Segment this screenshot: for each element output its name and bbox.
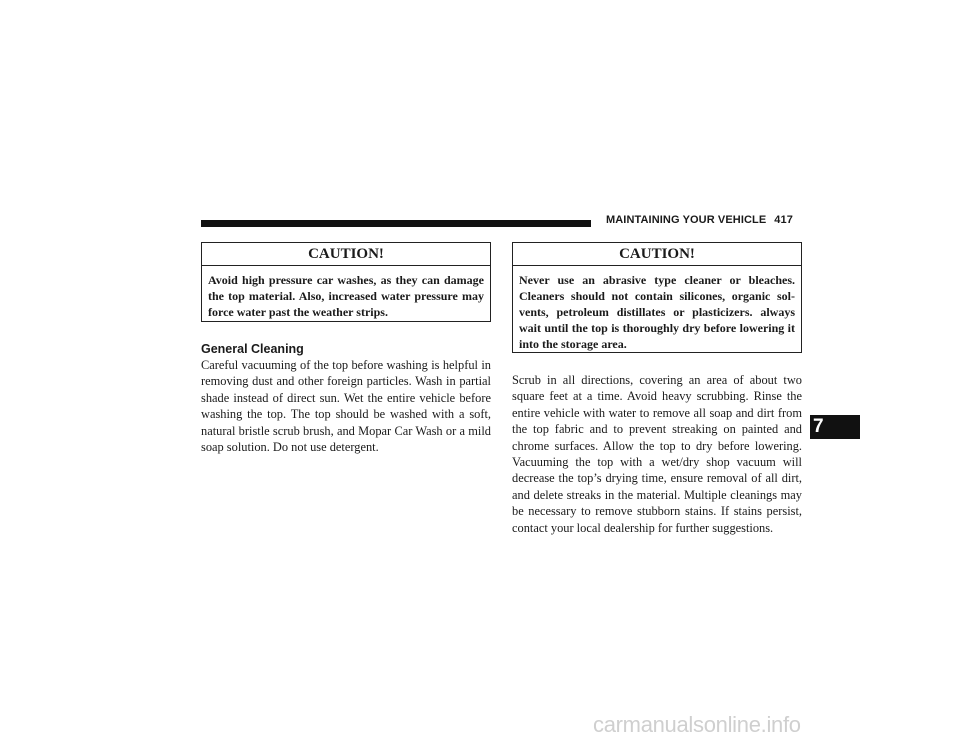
chapter-tab: 7 — [810, 415, 860, 439]
section-heading: General Cleaning — [201, 342, 304, 356]
header-rule — [201, 220, 591, 227]
watermark: carmanualsonline.info — [593, 712, 801, 737]
caution-title: CAUTION! — [513, 243, 801, 266]
caution-box-left — [201, 242, 491, 322]
running-header — [606, 214, 793, 226]
section-title: MAINTAINING YOUR VEHICLE — [606, 214, 767, 226]
scrub-paragraph: Scrub in all directions, covering an area of about two square feet at a time. Avoid heavy scrubbing. Rinse the entire vehicle with water to remove all soap and dirt from the top fabric and to prevent streaking on painted and chrome surfaces. Allow the top to dry before lowering. Vacuuming the top with a wet/dry shop vacuum will decrease the top’s drying time, ensure removal of all dirt, and delete streaks in the material. Multiple cleanings may be necessary to remove stubborn stains. If stains persist, contact your local dealership for further suggestions. — [512, 373, 802, 535]
general-cleaning-paragraph: Careful vacuuming of the top before washing is helpful in removing dust and other foreign particles. Wash in partial shade instead of direct sun. Wet the entire vehicle before washing the top. The top should be washed with a soft, natural bristle scrub brush, and Mopar Car Wash or a mild soap solution. Do not use detergent. — [201, 358, 491, 455]
caution-box-right — [512, 242, 802, 353]
caution-body: Never use an abrasive type cleaner or bleaches. Cleaners should not contain silicones, organic sol-vents, petroleum distillates or plasticizers. always wait until the top is thoroughly dry before lowering it into the storage area. — [519, 273, 795, 351]
page-number: 417 — [774, 214, 793, 226]
caution-title: CAUTION! — [202, 243, 490, 266]
caution-body: Avoid high pressure car washes, as they can damage the top material. Also, increased water pressure may force water past the weather strips. — [208, 273, 484, 319]
